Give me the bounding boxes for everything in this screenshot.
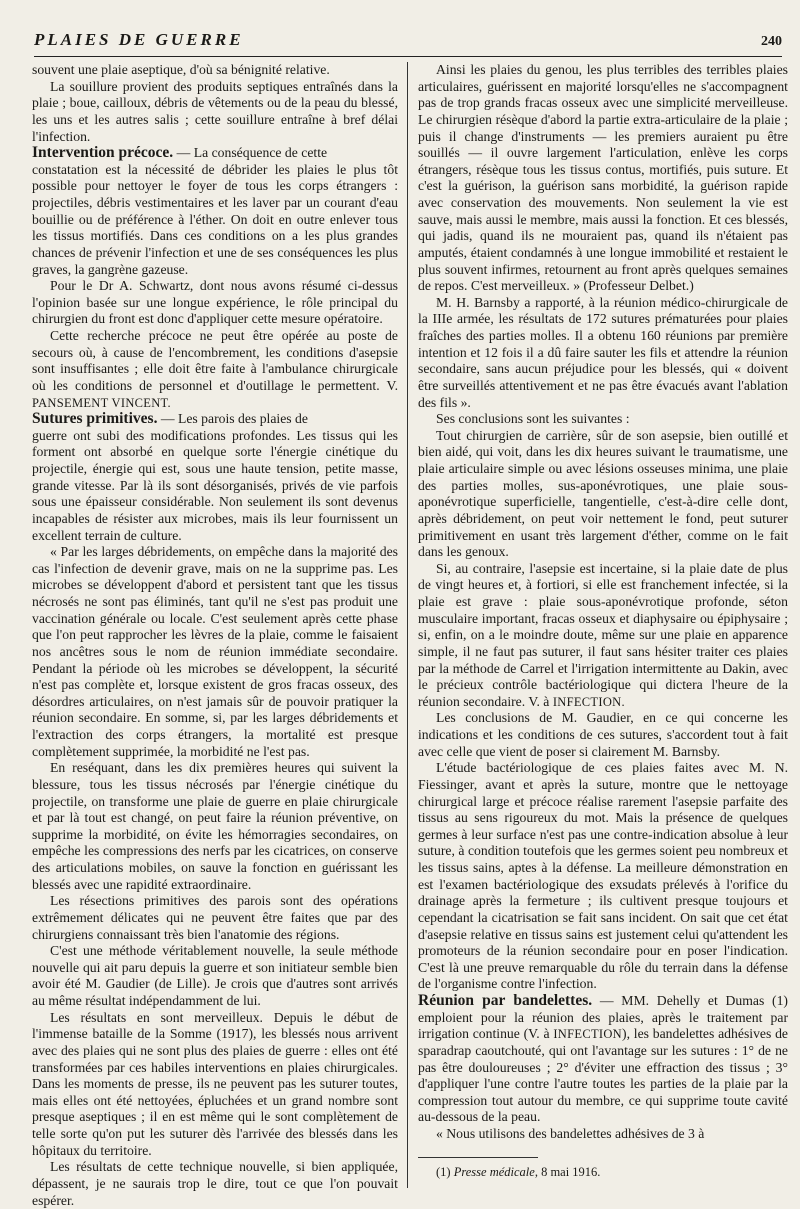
footnote-rule — [418, 1157, 538, 1158]
paragraph: Ses conclusions sont les suivantes : — [436, 411, 630, 427]
page-number: 240 — [761, 34, 782, 49]
right-column — [418, 62, 788, 1196]
paragraph-text: les bandelettes adhésives de sparadrap caoutchouté, qui ont l'avantage sur les sutures : 1° de ne pas être douloureuses ; 2° d'éviter une effraction des tissus ; 3° d'appliquer l'une contre l'autre toutes les parties de la plaie par la compression tout autour du membre, ce qui supprime toute cavité au-dessous de la peau. — [418, 1026, 789, 1125]
paragraph: M. H. Barnsby a rapporté, à la réunion médico-chirurgicale de la IIIe armée, les résultats de 172 sutures prématurées pour plaies fraîches des parties molles. Il a obtenu 160 réunions par première intention et 12 fois il a dû faire sauter les fils et attendre la réunion secondaire, sans aucun préjudice pour les blessés, qui « doivent être surveillés attentivement et ne pas être évacués avant l'ablation des fils ». — [418, 294, 788, 410]
paragraph-text: Dumas (1) emploient pour la réunion des plaies, après le traitement par irrigation continue (V. à — [418, 993, 788, 1042]
header-rule — [34, 56, 782, 57]
section-heading-tail: — Les parois des plaies de — [157, 411, 308, 427]
paragraph: constatation est la nécessité de débrider les plaies le plus tôt possible pour nettoyer le foyer de tous les corps étrangers : projectiles, débris vestimentaires et les laver par un courant d'eau bouillie ou de préférence à l'éther. On doit en outre enlever tous les tissus mortifiés. Dans ces conditions on a les plus grandes chances de prévenir l'infection et une de ses conséquences les plus graves, la gangrène gazeuse. — [32, 161, 398, 277]
crossref-tail: ), — [622, 1026, 630, 1042]
footnote-source: Presse médicale — [453, 1164, 535, 1179]
running-title: PLAIES DE GUERRE — [34, 30, 244, 49]
paragraph: Les résultats en sont merveilleux. Depuis le début de l'immense bataille de la Somme (1917), les blessés nous arrivent avec des plaies qui ne sont plus des plaies de guerre : elles ont été transformées par ces habiles interventions en plaies chirurgicales. Dans les moments de presse, ils ne peuvent pas les suturer toutes, mais elles ont été nettoyées, épluchées et un grand nombre sont presque aseptiques ; il en est même qui le sont complètement de telle sorte qu'on put les suturer dès l'arrivée des blessés dans les hôpitaux du territoire. — [32, 1009, 398, 1158]
paragraph: guerre ont subi des modifications profondes. Les tissus qui les forment ont absorbé en quelque sorte l'énergie cinétique du projectile, énergie qui est, sous une haute tension, petite masse, grande vitesse. Par là ils sont désorganisés, privés de vie parfois sous une épaisseur considérable. Non seulement ils sont devenus incapables de résister aux microbes, mais ils leur fournissent un excellent terrain de culture. — [32, 427, 398, 543]
paragraph: Les résultats de cette technique nouvelle, si bien appliquée, dépassent, je ne saurais trop le dire, tout ce que l'on pouvait espérer. — [32, 1159, 398, 1208]
crossref-infection: INFECTION. — [552, 694, 625, 709]
paragraph-with-crossref — [418, 561, 788, 711]
crossref-pansement: PANSEMENT VINCENT. — [32, 395, 171, 410]
paragraph-with-crossref — [32, 328, 398, 411]
running-head — [34, 30, 782, 52]
section-heading-tail: — MM. Dehelly et — [592, 993, 718, 1008]
paragraph-text: Si, au contraire, l'asepsie est incertaine, si la plaie date de plus de vingt heures et, à fortiori, si elle est franchement infectée, si la plaie est grave : plaie sous-aponévrotique profonde, séton musculaire important, fracas osseux et diaphysaire ou épiphysaire ; si, enfin, on a le moindre doute, même sur une plaie en apparence simple, il ne faut pas suturer, il faut sans hésiter traiter ces plaies par la méthode de Carrel et l'irrigation intermittente au Dakin, avec le précieux contrôle bactériologique qui dictera l'heure de la réunion secondaire. V. à — [418, 560, 788, 709]
footnote-date: , 8 mai 1916. — [534, 1164, 601, 1179]
paragraph: « Par les larges débridements, on empêche dans la majorité des cas l'infection de devenir grave, mais on ne la supprime pas. Les microbes se développent d'abord et persistent tant que les tissus nécrosés ne sont pas éliminés, tant qu'il ne s'est pas produit une vaccination générale ou locale. C'est seulement après cette phase que l'on peut rapprocher les lèvres de la plaie, comme le faisaient nos ancêtres sous le nom de réunion immédiate secondaire. Pendant la période où les microbes se développent, la sécurité n'est pas complète et, lorsque existent de gros fracas osseux, des désordres articulaires, on n'est jamais sûr de pouvoir pratiquer la réunion secondaire. En somme, si, par les larges débridements et l'extraction des corps étrangers, la mortalité est presque complètement supprimée, la morbidité ne l'est pas. — [32, 544, 398, 759]
section-intervention — [32, 145, 398, 162]
left-column — [32, 62, 398, 1208]
section-bandelettes — [418, 993, 788, 1126]
crossref-infection: INFECTION — [553, 1027, 623, 1042]
paragraph-text: Cette recherche précoce ne peut être opérée au poste de secours où, à cause de l'encombrement, les conditions d'asepsie sont insuffisantes ; elle doit être faite à l'ambulance chirurgicale où les conditions de personnel et d'outillage le permettent. V. — [32, 328, 398, 393]
paragraph: souvent une plaie aseptique, d'où sa bénignité relative. — [32, 62, 330, 77]
paragraph: Les conclusions de M. Gaudier, en ce qui concerne les indications et les conditions de ces sutures, s'accordent tout à fait avec celle que vient de poser si clairement M. Barnsby. — [418, 710, 788, 759]
paragraph: La souillure provient des produits septiques entraînés dans la plaie ; boue, cailloux, débris de vêtements ou de la peau du blessé, les uns et les autres salis ; cette souillure entraîne à bref délai l'infection. — [32, 78, 398, 144]
footnote — [418, 1164, 788, 1181]
section-sutures — [32, 411, 398, 428]
paragraph: Pour le Dr A. Schwartz, dont nous avons résumé ci-dessus l'opinion basée sur une longue expérience, le rôle principal du chirurgien du front est donc d'appliquer cette mesure opératoire. — [32, 278, 398, 327]
footnote-marker: (1) — [436, 1164, 451, 1179]
paragraph: Ainsi les plaies du genou, les plus terribles des terribles plaies articulaires, guérissent en majorité lorsqu'elles ne s'accompagnent pas de trop grands fracas osseux avec une simplicité merveilleuse. Le chirurgien résèque d'abord la partie extra-articulaire de la plaie ; puis il change d'instruments — les premiers auraient pu être souillés — il ouvre largement l'articulation, enlève les corps étrangers, résèque tous les tissus contus, mortifiés, puis suture. Et c'est la guérison, la guérison sans morbidité, la guérison rapide avec conservation des mouvements. Non seulement la vie est sauve, mais aussi le membre, mais aussi la fonction. Et ces blessés, qui jadis, quand ils ne mouraient pas, quand ils n'étaient pas amputés, étaient condamnés à une longue immobilité et restaient le plus souvent infirmes, retournent au front après quelques semaines de repos. C'est merveilleux. » (Professeur Delbet.) — [418, 62, 788, 294]
paragraph: L'étude bactériologique de ces plaies faites avec M. N. Fiessinger, avant et après la suture, montre que le nettoyage chirurgical large et précoce réalise rarement l'asepsie parfaite des tissus au sens rigoureux du mot. Mais la présence de quelques germes à leur surface n'est pas une contre-indication absolue à leur suture, à condition toutefois que les germes soient peu nombreux et les tissus sains, aptes à la défense. La meilleure démonstration en est l'examen bactériologique des exsudats prélevés à l'orifice du drainage après la fermeture ; ils cultivent presque toujours et cependant la cicatrisation se fait sans incident. On sait que cet état d'asepsie relative en tissus sains est justement celui qu'attendent les promoteurs de la réunion secondaire pour en poser l'indication. C'est là une preuve remarquable du rôle du terrain dans la défense de l'organisme contre l'infection. — [418, 760, 788, 992]
paragraph: Les résections primitives des parois sont des opérations extrêmement délicates qui ne peuvent être faites que par des chirurgiens connaissant très bien l'anatomie des régions. — [32, 893, 398, 942]
paragraph: Tout chirurgien de carrière, sûr de son asepsie, bien outillé et bien aidé, qui voit, dans les dix heures suivant le traumatisme, une plaie articulaire simple ou avec lésions osseuses minima, une plaie des parties molles, sus-aponévrotiques, une plaie sous-aponévrotique superficielle, tangentielle, c'est-à-dire celle dont, après débridement, on peut voir nettement le fond, peut suturer primitivement en usant très largement d'éther, comme on le fait dans les genoux. — [418, 427, 788, 560]
paragraph: En reséquant, dans les dix premières heures qui suivent la blessure, tous les tissus nécrosés par l'énergie cinétique du projectile, on transforme une plaie de guerre en plaie chirurgicale et par là tout est changé, on peut faire la réunion préventive, on supprime la morbidité, on évite les hémorragies secondaires, on empêche les compressions des nerfs par les cicatrices, on conserve des articulations mobiles, on sauve la fonction en guérissant les blessés avec une rapidité extraordinaire. — [32, 760, 398, 892]
section-heading-sutures: Sutures primitives. — [32, 410, 158, 428]
section-heading-intervention: Intervention précoce. — [32, 144, 174, 162]
column-divider — [407, 62, 408, 1188]
section-heading-tail: — La conséquence de cette — [173, 145, 328, 161]
section-heading-bandelettes: Réunion par bandelettes. — [418, 992, 593, 1009]
paragraph: « Nous utilisons des bandelettes adhésives de 3 à — [436, 1126, 705, 1141]
paragraph: C'est une méthode véritablement nouvelle, la seule méthode nouvelle qui ait paru depuis la guerre et son initiateur semble bien avoir été M. Gaudier (de Lille). Je crois que d'autres sont arrivés au même résultat indépendamment de lui. — [32, 943, 398, 1008]
